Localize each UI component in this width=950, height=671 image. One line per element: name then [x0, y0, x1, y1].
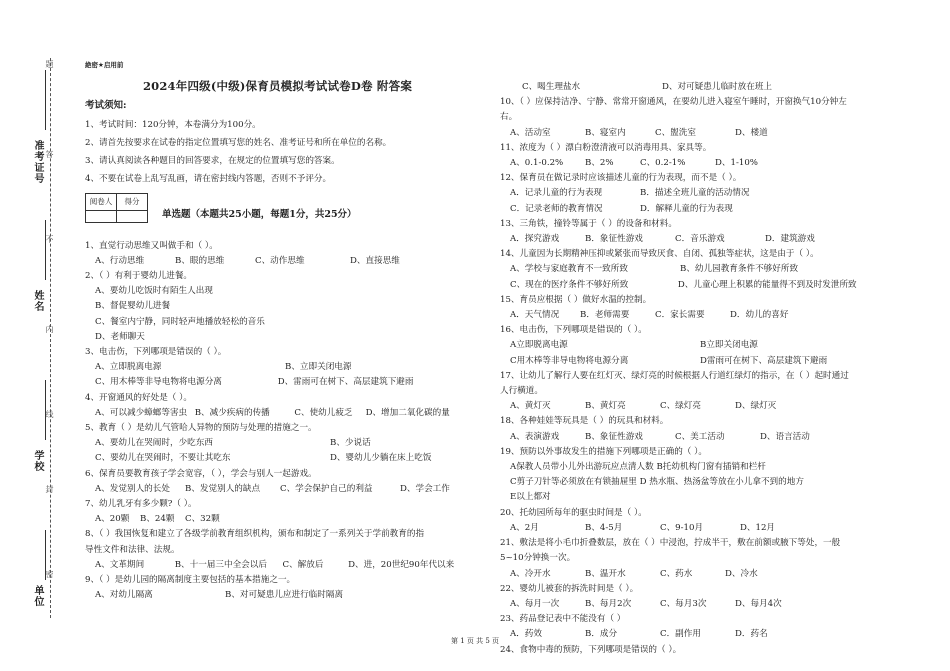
answer-options: [85, 558, 470, 573]
seal-mark: 线: [45, 410, 54, 418]
answer-options: [85, 588, 470, 603]
page-footer: 第 1 页 共 5 页: [450, 637, 500, 645]
answer-options: [85, 375, 470, 390]
answer-option: D、对可疑患儿临时放在班上: [662, 82, 773, 92]
question-text: 10、（ ）应保持洁净、宁静、常常开窗通风，在要幼儿进入寝室午睡时，开窗换气10分钟左: [500, 97, 847, 108]
question-text: 19、预防以外事故发生的措施下列哪项是正确的（ ）。: [500, 446, 708, 457]
answer-option: C、动作思维: [255, 255, 305, 266]
exam-number-blank: [45, 70, 46, 130]
answer-option: D、学会工作: [400, 483, 450, 494]
answer-option: D、婴幼儿少躺在床上吃饭: [330, 453, 432, 464]
question-text: C剪子刀针等必须放在有锁抽屉里 D 热水瓶、热汤盆等放在小儿拿不到的地方: [510, 477, 804, 488]
question-text: 导性文件和法律、法规。: [85, 544, 180, 555]
answer-option: D雷雨可在树下、高层建筑下避雨: [700, 355, 828, 366]
question-text: 1、直觉行动思维又叫做手和（ ）。: [85, 240, 218, 251]
seal-mark: 封: [45, 485, 54, 493]
section-heading: 单选题（本题共25小题，每题1分，共25分）: [162, 209, 357, 221]
answer-options: [500, 80, 905, 95]
question-text: A、要幼儿吃饭时有陌生人出现: [95, 286, 213, 297]
answer-option: D、绿灯灭: [735, 401, 777, 412]
answer-options: [500, 126, 905, 141]
question-text: B、督促婴幼儿进餐: [95, 301, 171, 312]
answer-options: [500, 232, 905, 247]
seal-mark: 密: [45, 570, 54, 578]
exam-number-label: 准考证号: [32, 140, 43, 184]
answer-option: B、每月2次: [585, 598, 632, 609]
question-text: 18、各种娃娃等玩具是（ ）的玩具和材料。: [500, 416, 669, 427]
answer-option: C、现在的医疗条件不够好所致: [510, 279, 629, 290]
answer-option: B、对可疑患儿应进行临时隔离: [225, 590, 344, 601]
answer-option: D、直接思维: [350, 255, 400, 266]
answer-option: C．家长需要: [655, 310, 705, 321]
answer-option: C用木棒等非导电物将电源分离: [510, 355, 629, 366]
answer-option: B、立即关闭电源: [285, 362, 352, 373]
exam-title: 2024年四级(中级)保育员模拟考试试卷D卷 附答案: [142, 79, 413, 94]
question-text: 12、保育员在做记录时应该描述儿童的行为表现，而不是（ ）。: [500, 173, 742, 184]
answer-options: [85, 482, 470, 497]
answer-option: C、绿灯亮: [660, 401, 701, 412]
answer-option: D．建筑游戏: [765, 234, 815, 245]
answer-option: C、每月3次: [660, 598, 707, 609]
answer-option: C、32颗: [185, 514, 220, 525]
answer-options: [500, 338, 905, 353]
answer-option: A、表演游戏: [510, 431, 560, 442]
question-text: C、餐室内宁静，同时轻声地播放轻松的音乐: [95, 316, 265, 327]
answer-option: B、减少疾病的传播: [194, 407, 270, 418]
notice-heading: 考试须知:: [85, 100, 127, 112]
school-label: 学校: [32, 450, 43, 472]
answer-option: B、温开水: [585, 568, 626, 579]
answer-option: A、立即脱离电源: [95, 362, 162, 373]
answer-option: C．副作用: [660, 629, 701, 640]
answer-option: C、学会保护自己的利益: [280, 483, 373, 494]
answer-options: [85, 254, 470, 269]
answer-options: [85, 360, 470, 375]
right-questions: [500, 80, 905, 658]
name-label: 姓名: [32, 290, 43, 312]
name-blank: [45, 220, 46, 280]
seal-mark: 内: [45, 325, 54, 333]
secret-label: 絶密★启用前: [85, 61, 124, 69]
question-text: 9、（ ）是幼儿园的隔离制度主要包括的基本措施之一。: [85, 575, 296, 586]
answer-option: D、进，20世纪90年代以来: [348, 559, 455, 570]
answer-option: C、要幼儿在哭闹时，不要让其吃东: [95, 453, 231, 464]
answer-option: A、20颗: [95, 514, 130, 525]
question-text: 24、食物中毒的预防，下列哪项是错误的（ ）。: [500, 644, 682, 655]
score-blank[interactable]: [117, 210, 148, 222]
answer-options: [500, 202, 905, 217]
answer-option: B、眼的思维: [175, 255, 225, 266]
answer-option: B、象征性游戏: [585, 431, 643, 442]
answer-options: [500, 399, 905, 414]
answer-option: A、要幼儿在哭闹时，少吃东西: [95, 438, 213, 449]
answer-options: [85, 512, 470, 527]
question-text: 右。: [500, 112, 518, 123]
score-table: [85, 193, 148, 222]
answer-option: D、增加二氧化碳的量: [365, 407, 450, 418]
grader-blank[interactable]: [86, 210, 117, 222]
answer-option: D．幼儿的喜好: [730, 310, 789, 321]
seal-mark: 答: [45, 150, 54, 158]
answer-option: C、用木棒等非导电物将电源分离: [95, 377, 222, 388]
answer-option: C、0.2-1%: [640, 158, 686, 169]
answer-option: A、0.1-0.2%: [510, 158, 564, 169]
unit-label: 单位: [32, 585, 43, 607]
question-text: 13、三角铁，撞铃等属于（ ）的设备和材料。: [500, 218, 677, 229]
answer-option: A、活动室: [510, 127, 551, 138]
question-text: 4、开窗通风的好处是（ ）。: [85, 392, 193, 403]
question-text: 17、让幼儿了解行人要在红灯灭、绿灯亮的时候根据人行道红绿灯的指示，在（ ）起时通过: [500, 370, 849, 381]
answer-option: D、每月4次: [735, 598, 782, 609]
answer-option: D、冷水: [725, 568, 758, 579]
answer-option: B、发觉别人的缺点: [185, 483, 261, 494]
answer-option: A、2月: [510, 522, 539, 533]
answer-options: [500, 262, 905, 277]
binding-margin: [0, 0, 60, 671]
question-text: 人行横道。: [500, 386, 543, 397]
answer-option: A、行动思维: [95, 255, 145, 266]
answer-options: [500, 567, 905, 582]
answer-option: A、对幼儿隔离: [95, 590, 153, 601]
answer-option: B、幼儿园教育条件不够好所致: [680, 264, 799, 275]
question-text: 23、药品登记表中不能没有（ ）: [500, 614, 626, 625]
question-text: 2、（ ）有利于婴幼儿进餐。: [85, 271, 193, 282]
answer-option: D．解释儿童的行为表现: [640, 203, 733, 214]
answer-options: [500, 156, 905, 171]
answer-option: C．记录老师的教育情况: [510, 203, 603, 214]
answer-option: B．老师需要: [580, 310, 630, 321]
answer-option: C、盥洗室: [655, 127, 696, 138]
notice-rule: 3、请认真阅读各种题目的回答要求，在规定的位置填写您的答案。: [85, 156, 340, 167]
answer-option: B．描述全班儿童的活动情况: [640, 188, 750, 199]
answer-option: C、美工活动: [675, 431, 725, 442]
question-text: 15、育员应根据（ ）做好水温的控制。: [500, 294, 652, 305]
answer-option: B、少说话: [330, 438, 371, 449]
answer-option: A．药效: [510, 629, 542, 640]
answer-option: B、4-5月: [585, 522, 623, 533]
answer-option: A、每月一次: [510, 598, 560, 609]
question-text: E以上都对: [510, 492, 551, 503]
question-text: A保教人员带小儿外出游玩应点清人数 B托幼机构门窗有插销和栏杆: [510, 462, 766, 473]
notice-rule: 1、考试时间：120分钟，本卷满分为100分。: [85, 119, 261, 130]
answer-option: A．探究游戏: [510, 234, 560, 245]
left-questions: [85, 239, 470, 604]
answer-option: B．成分: [585, 629, 618, 640]
question-text: 6、保育员要教育孩子学会宽容，（ ），学会与别人一起游戏。: [85, 468, 317, 479]
answer-option: D、雷雨可在树下、高层建筑下避雨: [277, 377, 414, 388]
answer-option: C、9-10月: [660, 522, 704, 533]
score-row: [85, 193, 470, 222]
question-text: 3、电击伤，下列哪项是错误的（ ）。: [85, 347, 227, 358]
answer-option: B、24颗: [140, 514, 175, 525]
answer-option: A、冷开水: [510, 568, 551, 579]
answer-options: [500, 597, 905, 612]
seal-mark: 题: [45, 60, 54, 68]
right-column: [500, 80, 905, 658]
question-text: 8、（ ）我国恢复和建立了各级学前教育组织机构，颁布和制定了一系列关于学前教育的指: [85, 529, 425, 540]
answer-option: D、1-10%: [715, 158, 758, 169]
seal-mark: 不: [45, 235, 54, 243]
grader-cell: 阅卷人: [86, 194, 117, 210]
answer-option: A、可以减少蟑螂等害虫: [95, 407, 188, 418]
answer-options: [500, 186, 905, 201]
answer-option: C、喝生理盐水: [522, 82, 581, 92]
score-cell: 得分: [117, 194, 148, 210]
answer-options: [500, 308, 905, 323]
answer-option: C．音乐游戏: [675, 234, 725, 245]
answer-option: A、发觉别人的长处: [95, 483, 170, 494]
seal-dashed-line: [50, 58, 51, 618]
answer-options: [500, 354, 905, 369]
answer-option: B、黄灯亮: [585, 401, 626, 412]
answer-option: A．天气情况: [510, 310, 560, 321]
answer-options: [500, 430, 905, 445]
question-text: 5、教育（ ）是幼儿气管哈人异物的预防与处理的措施之一。: [85, 423, 317, 434]
answer-option: D．药名: [735, 629, 768, 640]
answer-option: D、楼道: [735, 127, 768, 138]
question-text: 11、浓度为（ ）漂白粉澄清液可以消毒用具、家具等。: [500, 142, 712, 153]
answer-option: B、2%: [585, 158, 614, 169]
answer-option: B．象征性游戏: [585, 234, 643, 245]
answer-option: C、使幼儿疲乏: [294, 407, 353, 418]
answer-option: D、12月: [740, 522, 776, 533]
question-text: 16、电击伤，下列哪项是错误的（ ）。: [500, 325, 647, 336]
answer-options: [85, 406, 470, 421]
answer-options: [500, 278, 905, 293]
question-text: 21、敷法是将小毛巾折叠数层，放在（ ）中浸泡，拧成半干，敷在前额或腋下等处，一般: [500, 538, 841, 549]
question-text: 7、幼儿乳牙有多少颗?（ ）。: [85, 499, 197, 510]
answer-option: D、语言活动: [760, 431, 810, 442]
left-column: [85, 58, 470, 604]
answer-option: A立即脱离电源: [510, 340, 568, 351]
question-text: 14、儿童因为长期精神压抑或紧张而导致厌食、自闭、孤独等症状，这是由于（ ）。: [500, 249, 819, 260]
answer-option: C、药水: [660, 568, 693, 579]
answer-options: [500, 521, 905, 536]
question-text: 5~10分钟换一次。: [500, 553, 576, 564]
answer-options: [85, 436, 470, 451]
answer-option: A、黄灯灭: [510, 401, 551, 412]
question-text: 20、托幼园所每年的驱虫时间是（ ）。: [500, 507, 647, 518]
answer-options: [85, 451, 470, 466]
notice-rule: 2、请首先按要求在试卷的指定位置填写您的姓名、准考证号和所在单位的名称。: [85, 137, 392, 148]
question-text: D、老师聊天: [95, 331, 145, 342]
answer-option: A．记录儿童的行为表现: [510, 188, 603, 199]
answer-option: D、儿童心理上积累的能量得不到及时发泄所致: [677, 279, 857, 290]
answer-option: C、解放后: [282, 559, 324, 570]
answer-option: B、十一届三中全会以后: [174, 559, 267, 570]
answer-option: A、文革期间: [95, 559, 145, 570]
question-text: 22、婴幼儿被套的拆洗时间是（ ）。: [500, 583, 639, 594]
notice-rule: 4、不要在试卷上乱写乱画，请在密封线内答题，否则不予评分。: [85, 174, 332, 185]
answer-option: B、寝室内: [585, 127, 626, 138]
answer-option: A、学校与家庭教育不一致所致: [510, 264, 628, 275]
answer-option: B立即关闭电源: [700, 340, 758, 351]
